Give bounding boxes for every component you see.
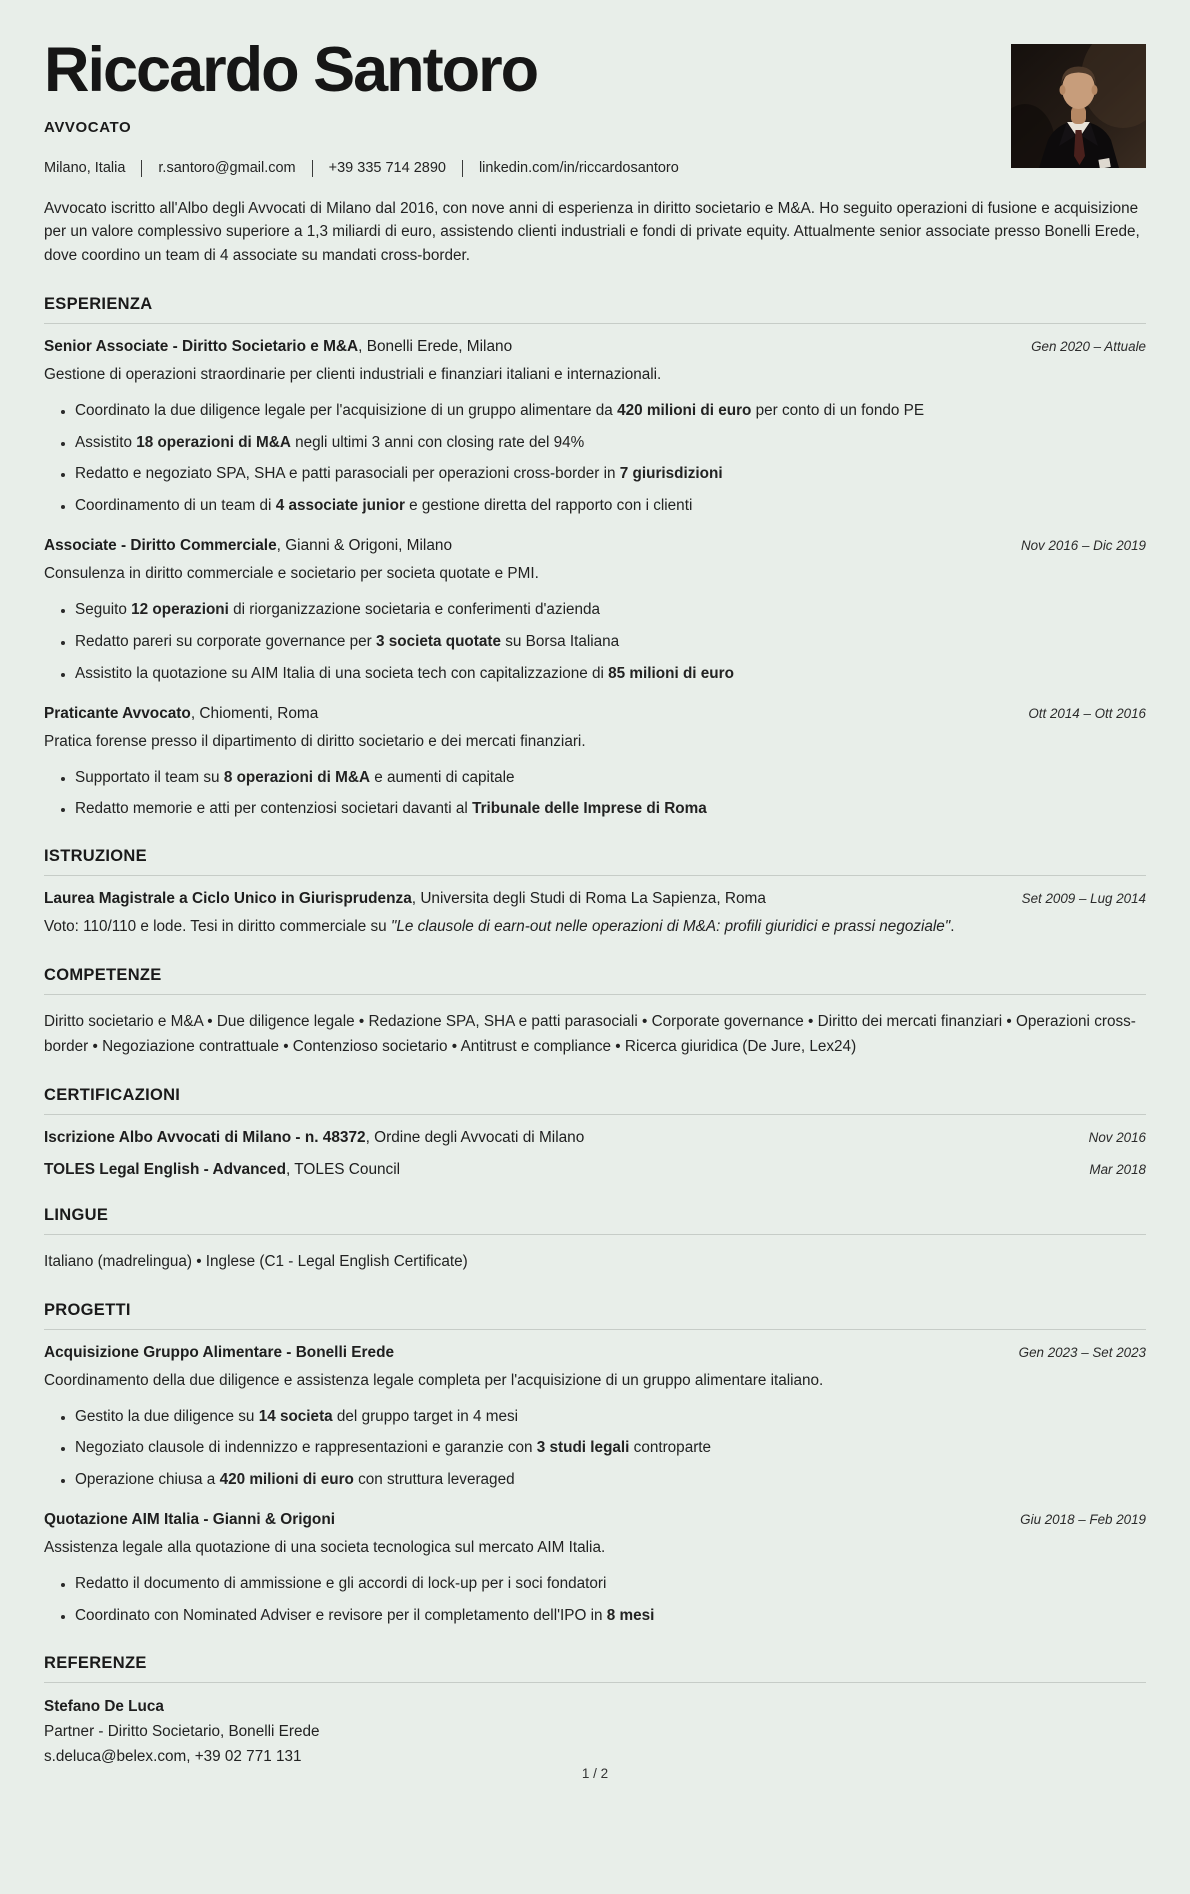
- bullet-item: • Redatto pareri su corporate governance per 3 societa quotate su Borsa Italiana: [75, 631, 1146, 653]
- section-competenze: [44, 966, 1146, 1058]
- section-heading-referenze: REFERENZE: [44, 1654, 1146, 1683]
- lingue-line: Italiano (madrelingua) • Inglese (C1 - Legal English Certificate): [44, 1252, 468, 1270]
- section-istruzione: [44, 847, 1146, 939]
- person-name: Riccardo Santoro: [44, 35, 538, 105]
- section-lingue: [44, 1206, 1146, 1274]
- section-esperienza: [44, 295, 1146, 820]
- competenze-line: Diritto societario e M&A • Due diligence legale • Redazione SPA, SHA e patti parasociali • Corporate governance • Diritto dei mercati finanziari • Operazioni cross-border • Negoziazione contrattuale • Contenzioso societario • Antitrust e compliance • Ricerca giuridica (De Jure, Lex24): [44, 1013, 1136, 1055]
- entry: [44, 890, 1146, 939]
- entry-title-bold: TOLES Legal English - Advanced: [44, 1160, 287, 1178]
- bullet-item: • Negoziato clausole di indennizzo e rappresentazioni e garanzie con 3 studi legali controparte: [75, 1437, 1146, 1459]
- entry-title: [44, 890, 766, 908]
- reference-role: Partner - Diritto Societario, Bonelli Erede: [44, 1723, 320, 1741]
- reference-contact: s.deluca@belex.com, +39 02 771 131: [44, 1748, 302, 1766]
- contact-divider: [141, 160, 142, 177]
- contact-phone: +39 335 714 2890: [328, 160, 446, 177]
- entry-title-suffix: , Ordine degli Avvocati di Milano: [365, 1128, 585, 1146]
- entry-date: Gen 2023 – Set 2023: [1018, 1344, 1146, 1360]
- bullet-item: • Gestito la due diligence su 14 societa del gruppo target in 4 mesi: [75, 1406, 1146, 1428]
- section-heading-certificazioni: CERTIFICAZIONI: [44, 1086, 1146, 1115]
- entry-date: Gen 2020 – Attuale: [1031, 339, 1146, 355]
- entry-title-bold: Quotazione AIM Italia - Gianni & Origoni: [44, 1511, 336, 1529]
- bullet-item: • Coordinato la due diligence legale per l'acquisizione di un gruppo alimentare da 420 milioni di euro per conto di un fondo PE: [75, 400, 1146, 422]
- page-indicator: 1 / 2: [581, 1766, 609, 1782]
- bullet-item: • Assistito la quotazione su AIM Italia di una societa tech con capitalizzazione di 85 milioni di euro: [75, 663, 1146, 685]
- bullet-item: • Coordinato con Nominated Adviser e revisore per il completamento dell'IPO in 8 mesi: [75, 1605, 1146, 1627]
- entry-head: [44, 890, 1146, 908]
- cv-header: [44, 35, 1146, 268]
- entry-head: [44, 1344, 1146, 1362]
- section-heading-competenze: COMPETENZE: [44, 966, 1146, 995]
- entry-bullet-list: [44, 400, 1146, 517]
- entry-head: [44, 338, 1146, 356]
- section-heading-progetti: PROGETTI: [44, 1301, 1146, 1330]
- profile-summary: Avvocato iscritto all'Albo degli Avvocati di Milano dal 2016, con nove anni di esperienza in diritto societario e M&A. Ho seguito operazioni di fusione e acquisizione per un valore complessivo superiore a 1,3 miliardi di euro, assistendo clienti industriali e fondi di private equity. Attualmente senior associate presso Bonelli Erede, dove coordino un team di 4 associate su mandati cross-border.: [44, 199, 1140, 265]
- entry-title: [44, 1161, 400, 1179]
- entry-head: [44, 537, 1146, 555]
- person-role: AVVOCATO: [44, 118, 132, 136]
- contact-divider: [312, 160, 313, 177]
- section-referenze: [44, 1654, 1146, 1766]
- bullet-item: • Redatto il documento di ammissione e gli accordi di lock-up per i soci fondatori: [75, 1573, 1146, 1595]
- entry-title-suffix: , Gianni & Origoni, Milano: [276, 537, 453, 555]
- entry-date: Nov 2016: [1088, 1129, 1146, 1145]
- entry-title-suffix: , Universita degli Studi di Roma La Sapienza, Roma: [411, 890, 766, 908]
- section-heading-istruzione: ISTRUZIONE: [44, 847, 1146, 876]
- entry-date: Mar 2018: [1089, 1161, 1146, 1177]
- section-certificazioni: [44, 1086, 1146, 1179]
- entry-title: [44, 1511, 335, 1529]
- entry: [44, 338, 1146, 517]
- entry-title: [44, 1344, 394, 1362]
- entry: [44, 1344, 1146, 1491]
- bullet-item: • Redatto memorie e atti per contenziosi societari davanti al Tribunale delle Imprese di Roma: [75, 798, 1146, 820]
- entry-description: Voto: 110/110 e lode. Tesi in diritto commerciale su "Le clausole di earn-out nelle operazioni di M&A: profili giuridici e prassi negoziale".: [44, 918, 955, 936]
- bullet-item: • Coordinamento di un team di 4 associate junior e gestione diretta del rapporto con i clienti: [75, 495, 1146, 517]
- entry-head: [44, 705, 1146, 723]
- entry-title: [44, 1129, 584, 1147]
- entry-description: Pratica forense presso il dipartimento di diritto societario e dei mercati finanziari.: [44, 732, 586, 750]
- entry-bullet-list: [44, 599, 1146, 685]
- contact-divider: [462, 160, 463, 177]
- portrait-photo: [1011, 44, 1146, 168]
- entry: [44, 1511, 1146, 1627]
- entry-bullet-list: [44, 1406, 1146, 1492]
- bullet-item: • Assistito 18 operazioni di M&A negli ultimi 3 anni con closing rate del 94%: [75, 432, 1146, 454]
- section-heading-esperienza: ESPERIENZA: [44, 295, 1146, 324]
- contact-row: [44, 160, 1146, 177]
- entry-description: Consulenza in diritto commerciale e societario per societa quotate e PMI.: [44, 565, 539, 583]
- entry-bullet-list: [44, 767, 1146, 821]
- bullet-item: • Redatto e negoziato SPA, SHA e patti parasociali per operazioni cross-border in 7 giurisdizioni: [75, 463, 1146, 485]
- entry-title-bold: Associate - Diritto Commerciale: [44, 537, 277, 555]
- entry-head: [44, 1511, 1146, 1529]
- reference-name: Stefano De Luca: [44, 1698, 164, 1716]
- section-heading-lingue: LINGUE: [44, 1206, 1146, 1235]
- entry-title-bold: Iscrizione Albo Avvocati di Milano - n. 48372: [44, 1128, 366, 1146]
- entry-description: Gestione di operazioni straordinarie per clienti industriali e finanziari italiani e internazionali.: [44, 366, 662, 384]
- entry-title-bold: Laurea Magistrale a Ciclo Unico in Giurisprudenza: [44, 890, 412, 908]
- bullet-item: • Operazione chiusa a 420 milioni di euro con struttura leveraged: [75, 1469, 1146, 1491]
- contact-linkedin: linkedin.com/in/riccardosantoro: [478, 160, 679, 177]
- entry: [44, 537, 1146, 684]
- entry-head: [44, 1129, 1146, 1147]
- entry-date: Nov 2016 – Dic 2019: [1020, 538, 1146, 554]
- entry-title-suffix: , TOLES Council: [286, 1160, 401, 1178]
- section-progetti: [44, 1301, 1146, 1627]
- entry-description: Coordinamento della due diligence e assistenza legale completa per l'acquisizione di un gruppo alimentare italiano.: [44, 1371, 824, 1389]
- entry-title-suffix: , Bonelli Erede, Milano: [358, 338, 513, 356]
- bullet-item: • Supportato il team su 8 operazioni di M&A e aumenti di capitale: [75, 767, 1146, 789]
- entry-title-suffix: , Chiomenti, Roma: [190, 704, 319, 722]
- entry-title: [44, 705, 318, 723]
- entry-title-bold: Acquisizione Gruppo Alimentare - Bonelli Erede: [44, 1343, 395, 1361]
- entry-head: [44, 1161, 1146, 1179]
- sections: [44, 268, 1146, 1766]
- contact-email: r.santoro@gmail.com: [158, 160, 296, 177]
- entry-date: Set 2009 – Lug 2014: [1021, 891, 1146, 907]
- entry-title-bold: Praticante Avvocato: [44, 704, 191, 722]
- entry-date: Giu 2018 – Feb 2019: [1020, 1512, 1146, 1528]
- entry: [44, 1161, 1146, 1179]
- entry-date: Ott 2014 – Ott 2016: [1028, 705, 1146, 721]
- entry-title: [44, 537, 452, 555]
- contact-location: Milano, Italia: [44, 160, 126, 177]
- entry: [44, 705, 1146, 821]
- entry-description: Assistenza legale alla quotazione di una societa tecnologica sul mercato AIM Italia.: [44, 1539, 606, 1557]
- entry: [44, 1129, 1146, 1147]
- entry-bullet-list: [44, 1573, 1146, 1627]
- bullet-item: • Seguito 12 operazioni di riorganizzazione societaria e conferimenti d'azienda: [75, 599, 1146, 621]
- entry-title-bold: Senior Associate - Diritto Societario e M&A: [44, 338, 359, 356]
- entry-title: [44, 338, 512, 356]
